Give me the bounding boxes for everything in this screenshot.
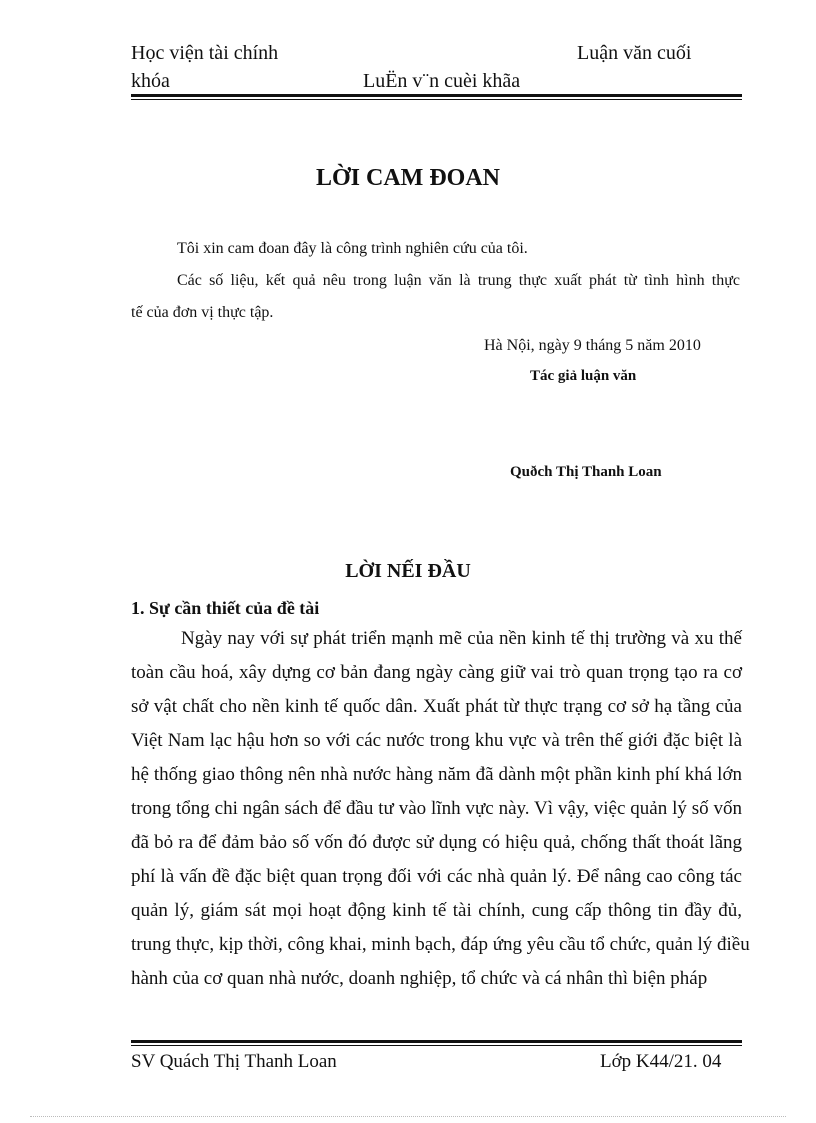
header-garbled-title: LuËn v¨n cuèi khãa <box>363 70 521 92</box>
paragraph-line: hệ thống giao thông nên nhà nước hàng năm đã dành một phần kinh phí khá lớn <box>131 764 742 785</box>
author-label: Tác giả luận văn <box>530 368 637 384</box>
paragraph-line: đã bỏ ra để đảm bảo số vốn đó được sử dụng có hiệu quả, chống thất thoát lãng <box>131 832 742 853</box>
footer-class: Lớp K44/21. 04 <box>600 1051 722 1072</box>
declaration-line: Các số liệu, kết quả nêu trong luận văn là trung thực xuất phát từ tình hình thực <box>177 272 740 289</box>
paragraph-line: trung thực, kịp thời, công khai, minh bạch, đáp ứng yêu cầu tổ chức, quản lý điều <box>131 934 750 955</box>
footer-student: SV Quách Thị Thanh Loan <box>131 1051 337 1072</box>
header-rule-thick <box>131 94 742 97</box>
paragraph-line: hành của cơ quan nhà nước, doanh nghiệp, tổ chức và cá nhân thì biện pháp <box>131 968 708 989</box>
footer-rule-thin <box>131 1045 742 1046</box>
declaration-line: Tôi xin cam đoan đây là công trình nghiên cứu của tôi. <box>177 240 528 257</box>
paragraph-line: toàn cầu hoá, xây dựng cơ bản đang ngày càng giữ vai trò quan trọng tạo ra cơ <box>131 662 742 683</box>
header-institution: Học viện tài chính <box>131 42 279 64</box>
paragraph-line: Việt Nam lạc hậu hơn so với các nước trong khu vực và trên thế giới đặc biệt là <box>131 730 742 751</box>
paragraph-line: sở vật chất cho nền kinh tế quốc dân. Xuất phát từ thực trạng cơ sở hạ tầng của <box>131 696 742 717</box>
header-rule-thin <box>131 99 742 100</box>
declaration-line: tế của đơn vị thực tập. <box>131 304 274 321</box>
footer-rule-thick <box>131 1040 742 1043</box>
header-doc-type-continued: khóa <box>131 70 170 92</box>
author-name: Quðch Thị Thanh Loan <box>510 464 662 480</box>
page-edge-divider <box>30 1116 786 1117</box>
paragraph-line: Ngày nay với sự phát triển mạnh mẽ của nền kinh tế thị trường và xu thế <box>181 628 742 649</box>
paragraph-line: quản lý, giám sát mọi hoạt động kinh tế tài chính, cung cấp thông tin đầy đủ, <box>131 900 742 921</box>
place-date: Hà Nội, ngày 9 tháng 5 năm 2010 <box>484 337 701 354</box>
paragraph-line: trong tổng chi ngân sách để đầu tư vào lĩnh vực này. Vì vậy, việc quản lý số vốn <box>131 798 742 819</box>
preface-title: LỜI NẾI ĐẦU <box>345 560 471 582</box>
declaration-title: LỜI CAM ĐOAN <box>316 165 500 191</box>
header-doc-type: Luận văn cuối <box>577 42 692 64</box>
section-heading: 1. Sự cần thiết của đề tài <box>131 598 320 618</box>
paragraph-line: phí là vấn đề đặc biệt quan trọng đối với các nhà quản lý. Để nâng cao công tác <box>131 866 742 887</box>
